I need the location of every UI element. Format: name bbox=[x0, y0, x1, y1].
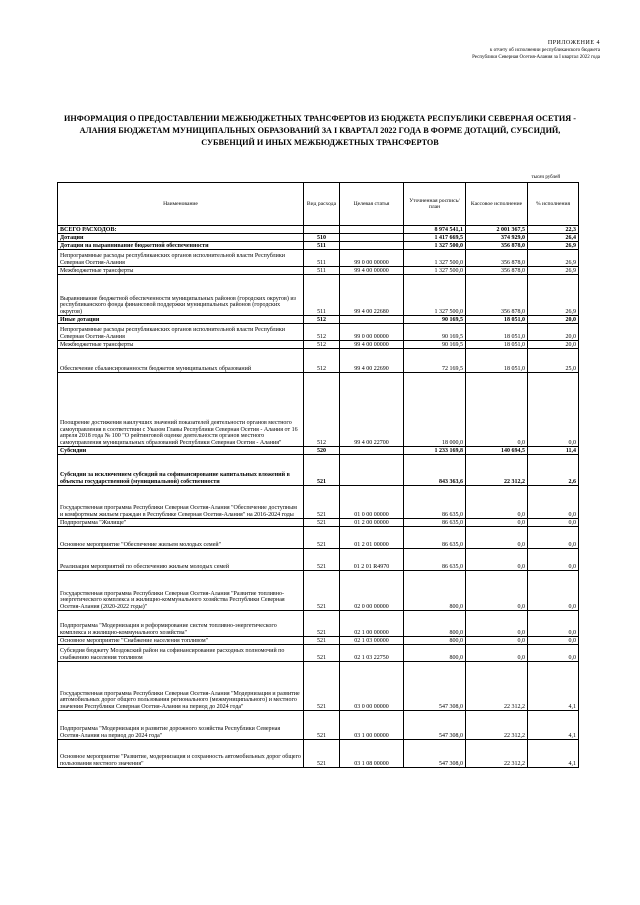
table-row bbox=[58, 740, 579, 768]
cell-name: Субсидия бюджету Моздокский район на софинансирование расходных полномочий по снабжению населения топливом bbox=[58, 645, 304, 662]
cell-execution: 22 312,2 bbox=[466, 711, 528, 740]
units-label: тысяч рублей bbox=[531, 175, 560, 180]
cell-execution: 22 312,2 bbox=[466, 740, 528, 768]
cell-execution: 356 878,0 bbox=[466, 242, 528, 250]
cell-name: ВСЕГО РАСХОДОВ: bbox=[58, 226, 304, 234]
cell-percent: 4,1 bbox=[528, 740, 579, 768]
table-row bbox=[58, 316, 579, 324]
cell-execution: 0,0 bbox=[466, 486, 528, 519]
table-body bbox=[58, 226, 579, 768]
header-percent: % исполнения bbox=[528, 183, 579, 226]
cell-percent: 0,0 bbox=[528, 611, 579, 637]
table-row bbox=[58, 447, 579, 455]
cell-name: Иные дотации bbox=[58, 316, 304, 324]
cell-execution: 0,0 bbox=[466, 519, 528, 527]
cell-name: Государственная программа Республики Северная Осетия-Алания "Обеспечение доступным и комфортным жильем граждан в Республике Северная Осетия-Алания" на 2016-2024 годы bbox=[58, 486, 304, 519]
cell-target-article bbox=[340, 234, 404, 242]
cell-name: Непрограммные расходы республиканских органов исполнительной власти Республики Северная Осетия-Алания bbox=[58, 324, 304, 341]
cell-plan: 1 327 500,0 bbox=[404, 267, 466, 275]
cell-expense-type: 512 bbox=[304, 373, 340, 447]
cell-percent: 20,0 bbox=[528, 341, 579, 349]
cell-target-article: 03 0 00 00000 bbox=[340, 662, 404, 711]
cell-plan: 90 169,5 bbox=[404, 324, 466, 341]
cell-expense-type: 521 bbox=[304, 662, 340, 711]
table-header-row bbox=[58, 183, 579, 226]
cell-name: Непрограммные расходы республиканских органов исполнительной власти Республики Северная Осетия-Алания bbox=[58, 250, 304, 267]
cell-expense-type: 511 bbox=[304, 267, 340, 275]
cell-expense-type: 521 bbox=[304, 571, 340, 611]
cell-execution: 0,0 bbox=[466, 527, 528, 549]
cell-target-article bbox=[340, 455, 404, 486]
appendix-title: ПРИЛОЖЕНИЕ 4 bbox=[547, 40, 600, 46]
cell-target-article: 03 1 08 00000 bbox=[340, 740, 404, 768]
cell-percent: 26,4 bbox=[528, 234, 579, 242]
cell-execution: 0,0 bbox=[466, 645, 528, 662]
table-row bbox=[58, 341, 579, 349]
cell-name: Основное мероприятие "Обеспечение жильем молодых семей" bbox=[58, 527, 304, 549]
cell-plan: 72 169,5 bbox=[404, 349, 466, 373]
cell-plan: 843 363,6 bbox=[404, 455, 466, 486]
cell-name: Межбюджетные трансферты bbox=[58, 341, 304, 349]
cell-execution: 0,0 bbox=[466, 571, 528, 611]
cell-target-article: 01 2 00 00000 bbox=[340, 519, 404, 527]
cell-execution: 356 878,0 bbox=[466, 250, 528, 267]
cell-target-article: 99 0 00 00000 bbox=[340, 250, 404, 267]
cell-target-article bbox=[340, 316, 404, 324]
cell-percent: 26,9 bbox=[528, 275, 579, 316]
cell-execution: 0,0 bbox=[466, 549, 528, 571]
cell-name: Подпрограмма "Модернизация и развитие дорожного хозяйства Республики Северная Осетия-Алания на период до 2024 года" bbox=[58, 711, 304, 740]
cell-expense-type: 521 bbox=[304, 519, 340, 527]
table-row bbox=[58, 226, 579, 234]
cell-expense-type: 511 bbox=[304, 242, 340, 250]
cell-expense-type: 512 bbox=[304, 349, 340, 373]
table-row bbox=[58, 234, 579, 242]
cell-name: Подпрограмма "Жилище" bbox=[58, 519, 304, 527]
cell-execution: 374 929,0 bbox=[466, 234, 528, 242]
cell-target-article: 02 0 00 00000 bbox=[340, 571, 404, 611]
cell-plan: 90 169,5 bbox=[404, 316, 466, 324]
cell-percent: 2,6 bbox=[528, 455, 579, 486]
table-row bbox=[58, 324, 579, 341]
header-plan: Уточненная роспись/план bbox=[404, 183, 466, 226]
cell-name: Государственная программа Республики Северная Осетия-Алания "Развитие топливно-энергетического комплекса и жилищно-коммунального хозяйства Республики Северная Осетия-Алания (2020-2022 годы)" bbox=[58, 571, 304, 611]
cell-plan: 86 635,0 bbox=[404, 527, 466, 549]
cell-target-article: 99 0 00 00000 bbox=[340, 324, 404, 341]
cell-plan: 86 635,0 bbox=[404, 549, 466, 571]
cell-plan: 1 327 500,0 bbox=[404, 250, 466, 267]
cell-percent: 0,0 bbox=[528, 549, 579, 571]
cell-percent: 26,9 bbox=[528, 267, 579, 275]
cell-target-article: 02 1 00 00000 bbox=[340, 611, 404, 637]
cell-execution: 22 312,2 bbox=[466, 662, 528, 711]
cell-target-article bbox=[340, 226, 404, 234]
cell-plan: 547 308,0 bbox=[404, 662, 466, 711]
cell-name: Поощрение достижения наилучших значений показателей деятельности органов местного самоуправления в соответствии с Указом Главы Республики Северная Осетия - Алания от 16 апреля 2018 года № 100 "О рейтинговой оценке деятельности органов местного самоуправления муниципальных образований Республики Северная Осетия - Алания" bbox=[58, 373, 304, 447]
header-execution: Кассовое исполнение bbox=[466, 183, 528, 226]
cell-plan: 800,0 bbox=[404, 611, 466, 637]
table-row bbox=[58, 611, 579, 637]
cell-target-article: 01 2 01 R4970 bbox=[340, 549, 404, 571]
cell-plan: 547 308,0 bbox=[404, 711, 466, 740]
appendix-line-2: Республики Северная Осетия-Алания за I квартал 2022 года bbox=[472, 55, 600, 60]
cell-expense-type: 512 bbox=[304, 316, 340, 324]
cell-execution: 0,0 bbox=[466, 637, 528, 645]
appendix-note bbox=[472, 40, 600, 61]
cell-name: Основное мероприятие "Снабжение населения топливом" bbox=[58, 637, 304, 645]
cell-execution: 22 312,2 bbox=[466, 455, 528, 486]
cell-target-article: 99 4 00 22680 bbox=[340, 275, 404, 316]
table-row bbox=[58, 349, 579, 373]
cell-target-article: 03 1 00 00000 bbox=[340, 711, 404, 740]
cell-percent: 20,0 bbox=[528, 324, 579, 341]
cell-plan: 1 233 169,8 bbox=[404, 447, 466, 455]
cell-expense-type: 511 bbox=[304, 275, 340, 316]
cell-percent: 0,0 bbox=[528, 527, 579, 549]
cell-execution: 18 051,0 bbox=[466, 324, 528, 341]
cell-expense-type: 512 bbox=[304, 341, 340, 349]
document-title: ИНФОРМАЦИЯ О ПРЕДОСТАВЛЕНИИ МЕЖБЮДЖЕТНЫХ ТРАНСФЕРТОВ ИЗ БЮДЖЕТА РЕСПУБЛИКИ СЕВЕРНАЯ ОСЕТИЯ - АЛАНИЯ БЮДЖЕТАМ МУНИЦИПАЛЬНЫХ ОБРАЗОВАНИЙ ЗА I КВАРТАЛ 2022 ГОДА В ФОРМЕ ДОТАЦИЙ, СУБСИДИЙ, СУБВЕНЦИЙ И ИНЫХ МЕЖБЮДЖЕТНЫХ ТРАНСФЕРТОВ bbox=[64, 114, 576, 148]
cell-percent: 26,9 bbox=[528, 242, 579, 250]
table-row bbox=[58, 267, 579, 275]
header-expense-type: Вид расхода bbox=[304, 183, 340, 226]
cell-percent: 25,0 bbox=[528, 349, 579, 373]
cell-execution: 2 001 367,5 bbox=[466, 226, 528, 234]
cell-name: Субсидии bbox=[58, 447, 304, 455]
cell-name: Дотации на выравнивание бюджетной обеспеченности bbox=[58, 242, 304, 250]
cell-expense-type: 520 bbox=[304, 447, 340, 455]
table-row bbox=[58, 373, 579, 447]
table-row bbox=[58, 571, 579, 611]
cell-execution: 18 051,0 bbox=[466, 316, 528, 324]
cell-percent: 20,0 bbox=[528, 316, 579, 324]
cell-name: Подпрограмма "Модернизация и реформирование систем топливно-энергетического комплекса и жилищно-коммунального хозяйства" bbox=[58, 611, 304, 637]
cell-expense-type: 521 bbox=[304, 455, 340, 486]
cell-target-article: 99 4 00 22700 bbox=[340, 373, 404, 447]
cell-plan: 1 327 500,0 bbox=[404, 275, 466, 316]
cell-target-article: 99 4 00 00000 bbox=[340, 267, 404, 275]
cell-plan: 90 169,5 bbox=[404, 341, 466, 349]
cell-name: Обеспечение сбалансированности бюджетов муниципальных образований bbox=[58, 349, 304, 373]
cell-percent: 0,0 bbox=[528, 373, 579, 447]
cell-expense-type: 510 bbox=[304, 234, 340, 242]
cell-plan: 1 417 669,5 bbox=[404, 234, 466, 242]
cell-plan: 800,0 bbox=[404, 571, 466, 611]
cell-percent: 22,3 bbox=[528, 226, 579, 234]
cell-target-article: 02 1 03 22750 bbox=[340, 645, 404, 662]
cell-name: Выравнивание бюджетной обеспеченности муниципальных районов (городских округов) из республиканского фонда финансовой поддержки муниципальных районов (городских округов) bbox=[58, 275, 304, 316]
cell-percent: 0,0 bbox=[528, 486, 579, 519]
table-row bbox=[58, 645, 579, 662]
cell-name: Субсидии за исключением субсидий на софинансирование капитальных вложений в объекты государственной (муниципальной) собственности bbox=[58, 455, 304, 486]
cell-percent: 0,0 bbox=[528, 645, 579, 662]
cell-plan: 8 974 541,1 bbox=[404, 226, 466, 234]
header-name: Наименование bbox=[58, 183, 304, 226]
cell-target-article bbox=[340, 242, 404, 250]
cell-target-article: 99 4 00 22690 bbox=[340, 349, 404, 373]
cell-name: Основное мероприятие "Развитие, модернизация и сохранность автомобильных дорог общего пользования местного значения" bbox=[58, 740, 304, 768]
cell-execution: 0,0 bbox=[466, 611, 528, 637]
table-row bbox=[58, 455, 579, 486]
cell-expense-type: 512 bbox=[304, 324, 340, 341]
cell-expense-type: 521 bbox=[304, 549, 340, 571]
cell-target-article: 99 4 00 00000 bbox=[340, 341, 404, 349]
transfers-table bbox=[57, 182, 579, 768]
cell-percent: 4,1 bbox=[528, 711, 579, 740]
table-row bbox=[58, 275, 579, 316]
cell-percent: 26,9 bbox=[528, 250, 579, 267]
cell-plan: 18 000,0 bbox=[404, 373, 466, 447]
cell-percent: 0,0 bbox=[528, 519, 579, 527]
cell-plan: 86 635,0 bbox=[404, 519, 466, 527]
table-row bbox=[58, 527, 579, 549]
cell-plan: 86 635,0 bbox=[404, 486, 466, 519]
table-row bbox=[58, 662, 579, 711]
appendix-line-1: к отчету об исполнении республиканского бюджета bbox=[489, 48, 600, 53]
cell-execution: 356 878,0 bbox=[466, 275, 528, 316]
cell-execution: 140 694,5 bbox=[466, 447, 528, 455]
cell-expense-type: 521 bbox=[304, 486, 340, 519]
cell-percent: 0,0 bbox=[528, 637, 579, 645]
table-row bbox=[58, 549, 579, 571]
cell-expense-type bbox=[304, 226, 340, 234]
cell-target-article: 01 2 01 00000 bbox=[340, 527, 404, 549]
table-row bbox=[58, 242, 579, 250]
cell-plan: 800,0 bbox=[404, 645, 466, 662]
table-row bbox=[58, 519, 579, 527]
cell-plan: 800,0 bbox=[404, 637, 466, 645]
cell-name: Межбюджетные трансферты bbox=[58, 267, 304, 275]
table-row bbox=[58, 637, 579, 645]
table-row bbox=[58, 250, 579, 267]
cell-execution: 18 051,0 bbox=[466, 349, 528, 373]
cell-plan: 1 327 500,0 bbox=[404, 242, 466, 250]
cell-name: Реализация мероприятий по обеспечению жильем молодых семей bbox=[58, 549, 304, 571]
cell-name: Дотации bbox=[58, 234, 304, 242]
table-row bbox=[58, 486, 579, 519]
cell-name: Государственная программа Республики Северная Осетия-Алания "Модернизация и развитие автомобильных дорог общего пользования регионального (межмуниципального) и местного значения Республики Северная Осетия-Алания на период до 2024 года" bbox=[58, 662, 304, 711]
cell-expense-type: 511 bbox=[304, 250, 340, 267]
cell-percent: 4,1 bbox=[528, 662, 579, 711]
header-target-article: Целевая статья bbox=[340, 183, 404, 226]
cell-expense-type: 521 bbox=[304, 711, 340, 740]
cell-execution: 18 051,0 bbox=[466, 341, 528, 349]
cell-execution: 356 878,0 bbox=[466, 267, 528, 275]
cell-expense-type: 521 bbox=[304, 740, 340, 768]
cell-percent: 11,4 bbox=[528, 447, 579, 455]
cell-target-article bbox=[340, 447, 404, 455]
cell-expense-type: 521 bbox=[304, 637, 340, 645]
cell-expense-type: 521 bbox=[304, 611, 340, 637]
table-row bbox=[58, 711, 579, 740]
cell-plan: 547 308,0 bbox=[404, 740, 466, 768]
cell-target-article: 02 1 03 00000 bbox=[340, 637, 404, 645]
cell-execution: 0,0 bbox=[466, 373, 528, 447]
cell-expense-type: 521 bbox=[304, 527, 340, 549]
cell-expense-type: 521 bbox=[304, 645, 340, 662]
cell-percent: 0,0 bbox=[528, 571, 579, 611]
cell-target-article: 01 0 00 00000 bbox=[340, 486, 404, 519]
